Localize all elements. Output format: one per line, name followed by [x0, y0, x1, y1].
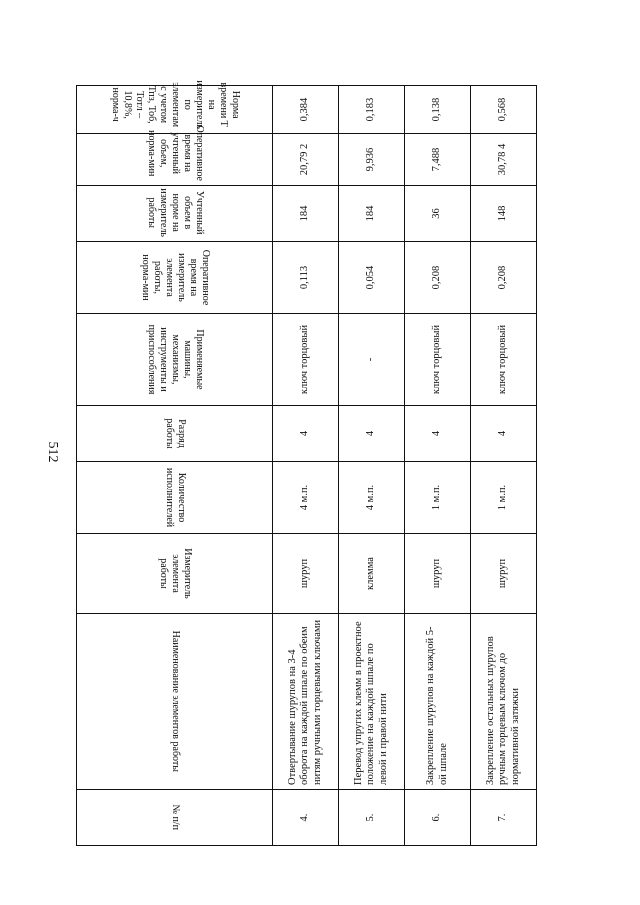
- op-total-cell: 9,936: [339, 134, 405, 186]
- row-number: 4.: [273, 790, 339, 846]
- header-cell: № п/п: [77, 790, 273, 846]
- tools-cell: ключ торцовый: [405, 314, 471, 406]
- op-time-cell: 0,054: [339, 242, 405, 314]
- header-cell: Учтенный объем в норме на измеритель работы: [77, 186, 273, 242]
- header-cell: Оперативное время на учтенный объем, норма-мин: [77, 134, 273, 186]
- workers-cell: 1 м.п.: [405, 462, 471, 534]
- norm-cell: 0,568: [471, 86, 537, 134]
- norms-table-wrapper: [76, 80, 536, 846]
- norm-cell: 0,138: [405, 86, 471, 134]
- header-row: [77, 86, 273, 846]
- grade-cell: 4: [273, 406, 339, 462]
- workers-cell: 4 м.п.: [273, 462, 339, 534]
- work-element-name: Отвертывание шурупов на 3-4 оборота на каждой шпале по обеим нитям ручными торцевыми ключами: [273, 614, 339, 790]
- op-time-cell: 0,208: [471, 242, 537, 314]
- table-row: [339, 86, 405, 846]
- op-total-cell: 20,79 2: [273, 134, 339, 186]
- row-number: 5.: [339, 790, 405, 846]
- norms-table: [76, 80, 537, 846]
- unit-cell: шуруп: [273, 534, 339, 614]
- header-cell: Оперативное время на измеритель элемента работы, норма-мин: [77, 242, 273, 314]
- table-row: [273, 86, 339, 846]
- work-element-name: Перевод упругих клемм в проектное положение на каждой шпале по левой и правой нити: [339, 614, 405, 790]
- grade-cell: 4: [471, 406, 537, 462]
- tools-cell: ключ торцовый: [273, 314, 339, 406]
- header-cell: Измеритель элемента работы: [77, 534, 273, 614]
- volume-cell: 148: [471, 186, 537, 242]
- header-cell: Наименование элементов работы: [77, 614, 273, 790]
- op-time-cell: 0,113: [273, 242, 339, 314]
- op-total-cell: 7,488: [405, 134, 471, 186]
- op-time-cell: 0,208: [405, 242, 471, 314]
- work-element-name: Закрепление шурупов на каждой 5-ой шпале: [405, 614, 471, 790]
- tools-cell: -: [339, 314, 405, 406]
- table-row: [471, 86, 537, 846]
- work-element-name: Закрепление остальных шурупов ручным торцевым ключом до нормативной затяжки: [471, 614, 537, 790]
- norm-cell: 0,183: [339, 86, 405, 134]
- row-number: 7.: [471, 790, 537, 846]
- volume-cell: 184: [339, 186, 405, 242]
- grade-cell: 4: [339, 406, 405, 462]
- op-total-cell: 30,78 4: [471, 134, 537, 186]
- row-number: 6.: [405, 790, 471, 846]
- tools-cell: ключ торцовый: [471, 314, 537, 406]
- header-cell: Количество исполнителей: [77, 462, 273, 534]
- workers-cell: 4 м.п.: [339, 462, 405, 534]
- header-cell: Применяемые машины, механизмы, инструменты и приспособления: [77, 314, 273, 406]
- rotated-table: [76, 80, 536, 846]
- table-row: [405, 86, 471, 846]
- volume-cell: 184: [273, 186, 339, 242]
- header-cell: Норма времени Т на измеритель по элементам с учетом Тпз, Тоб, Тотл – 10,8%, норма-ч: [77, 86, 273, 134]
- norm-cell: 0,384: [273, 86, 339, 134]
- unit-cell: клемма: [339, 534, 405, 614]
- unit-cell: шуруп: [471, 534, 537, 614]
- header-cell: Разряд работы: [77, 406, 273, 462]
- unit-cell: шуруп: [405, 534, 471, 614]
- grade-cell: 4: [405, 406, 471, 462]
- page-number: 512: [45, 441, 60, 463]
- workers-cell: 1 м.п.: [471, 462, 537, 534]
- volume-cell: 36: [405, 186, 471, 242]
